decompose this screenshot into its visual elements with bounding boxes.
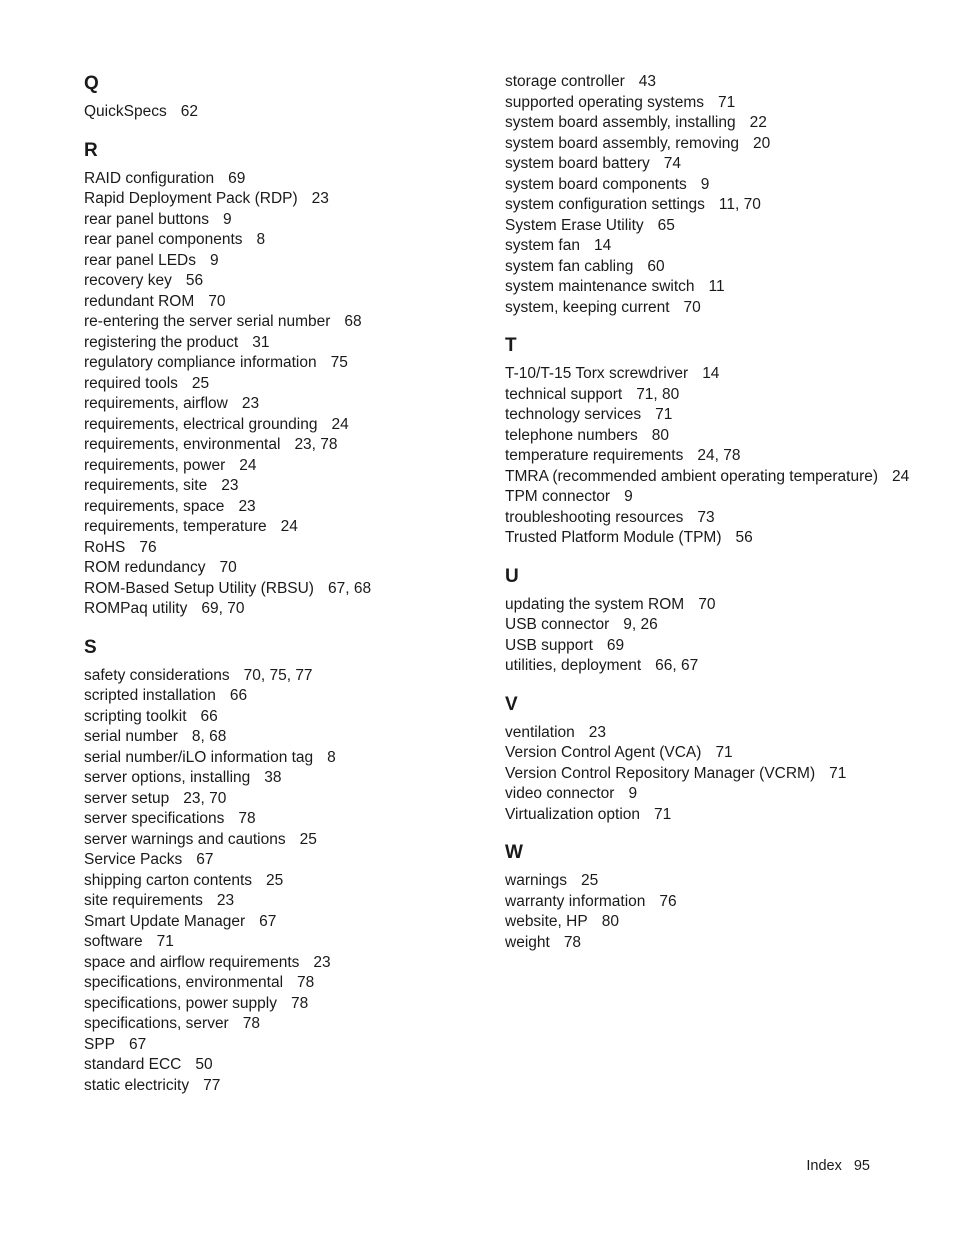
section-letter: W: [505, 842, 523, 863]
index-term: Smart Update Manager: [84, 912, 246, 930]
index-page-ref[interactable]: 24: [280, 518, 298, 535]
index-term: system fan cabling: [505, 257, 634, 275]
index-term: Version Control Agent (VCA): [505, 744, 702, 761]
index-entry: [84, 599, 484, 620]
index-page-ref[interactable]: 75: [330, 354, 348, 371]
index-term: Virtualization option: [505, 805, 640, 823]
index-page-ref[interactable]: 70: [683, 298, 701, 316]
index-term: TMRA (recommended ambient operating temperature): [505, 467, 879, 485]
index-page-ref[interactable]: 24, 78: [697, 447, 741, 464]
index-term: server setup: [84, 789, 170, 807]
index-entry: [84, 871, 484, 892]
index-page-ref[interactable]: 8, 68: [191, 728, 227, 745]
index-term: serial number/iLO information tag: [84, 748, 314, 766]
index-page-ref[interactable]: 70: [208, 292, 226, 310]
index-term: ROM redundancy: [84, 559, 206, 576]
index-page-ref[interactable]: 14: [593, 237, 612, 254]
index-term: video connector: [505, 785, 615, 802]
index-page-ref[interactable]: 43: [638, 73, 657, 90]
index-entry: [505, 595, 925, 616]
section-letter: V: [505, 693, 518, 715]
index-page-ref[interactable]: 67: [259, 912, 277, 930]
index-page-ref[interactable]: 8: [256, 231, 266, 248]
index-entry: [84, 953, 484, 974]
index-term: USB connector: [505, 616, 610, 633]
index-term: ROM-Based Setup Utility (RBSU): [84, 579, 314, 597]
index-page-ref[interactable]: 11: [708, 278, 725, 295]
index-term: QuickSpecs: [84, 103, 167, 120]
index-entry: [505, 892, 925, 913]
index-page-ref[interactable]: 70, 75, 77: [243, 666, 313, 684]
index-term: temperature requirements: [505, 447, 684, 464]
index-entry: [84, 707, 484, 728]
index-page-ref[interactable]: 80: [651, 426, 669, 444]
index-entry: [84, 415, 484, 436]
index-page-ref[interactable]: 71: [156, 933, 174, 950]
index-page-ref[interactable]: 70: [219, 559, 237, 576]
index-page-ref[interactable]: 67: [196, 851, 214, 868]
index-page-ref[interactable]: 70: [698, 595, 716, 613]
index-entry: [505, 615, 925, 636]
index-term: telephone numbers: [505, 426, 638, 444]
index-term: requirements, power: [84, 456, 226, 474]
index-term: requirements, airflow: [84, 395, 228, 412]
index-term: technology services: [505, 406, 642, 423]
index-entry: [505, 257, 925, 278]
index-term: server warnings and cautions: [84, 830, 286, 848]
index-entry: [84, 558, 484, 579]
index-term: shipping carton contents: [84, 871, 253, 889]
index-term: system board assembly, removing: [505, 134, 740, 152]
index-term: rear panel components: [84, 231, 243, 248]
index-entry: [505, 72, 925, 93]
index-page-ref[interactable]: 67: [129, 1035, 147, 1053]
index-term: system configuration settings: [505, 196, 705, 213]
index-entry: [84, 517, 484, 538]
index-term: requirements, space: [84, 497, 225, 515]
index-page-ref[interactable]: 62: [180, 103, 198, 120]
index-section: [505, 565, 925, 677]
index-entry: [84, 686, 484, 707]
index-entry: [505, 784, 925, 805]
index-entry: [84, 1076, 484, 1097]
index-term: specifications, server: [84, 1015, 229, 1032]
index-entry: [84, 476, 484, 497]
index-page-ref[interactable]: 76: [139, 538, 157, 556]
index-page-ref[interactable]: 25: [299, 830, 317, 848]
index-term: Rapid Deployment Pack (RDP): [84, 190, 298, 207]
index-entry: [84, 538, 484, 559]
index-page-ref[interactable]: 38: [264, 769, 282, 786]
index-term: specifications, power supply: [84, 994, 277, 1012]
index-entry: [84, 809, 484, 830]
index-term: website, HP: [505, 913, 588, 930]
index-term: site requirements: [84, 892, 203, 909]
index-page-ref[interactable]: 23: [238, 497, 256, 515]
index-page-ref[interactable]: 25: [581, 872, 599, 889]
index-page-ref[interactable]: 24: [331, 415, 349, 433]
index-term: Service Packs: [84, 851, 183, 868]
index-term: SPP: [84, 1035, 116, 1053]
index-entry: [84, 768, 484, 789]
index-page-ref[interactable]: 78: [238, 810, 256, 827]
index-entry: [84, 1014, 484, 1035]
index-term: troubleshooting resources: [505, 508, 684, 526]
index-section: [505, 693, 925, 826]
index-entry: [84, 497, 484, 518]
index-entry: [505, 743, 925, 764]
index-entry: [84, 579, 484, 600]
index-entry: [505, 134, 925, 155]
index-term: required tools: [84, 374, 178, 392]
index-page-ref[interactable]: 78: [291, 994, 309, 1012]
index-term: rear panel buttons: [84, 210, 209, 228]
index-term: re-entering the server serial number: [84, 313, 331, 330]
index-entry: [84, 748, 484, 769]
index-entry: [505, 487, 925, 508]
index-page-ref[interactable]: 24: [239, 456, 257, 474]
index-page-ref[interactable]: 9: [700, 175, 710, 193]
index-page-ref[interactable]: 31: [252, 333, 270, 351]
index-page-ref[interactable]: 65: [657, 216, 675, 234]
index-page-ref[interactable]: 23: [588, 723, 607, 741]
index-page-ref[interactable]: 23: [313, 953, 331, 971]
index-page-ref[interactable]: 23, 70: [183, 789, 227, 807]
index-entry: [84, 973, 484, 994]
index-term: Trusted Platform Module (TPM): [505, 529, 722, 546]
index-term: warranty information: [505, 892, 646, 910]
index-entry: [84, 251, 484, 272]
index-page-ref[interactable]: 50: [195, 1056, 213, 1073]
section-letter: Q: [84, 73, 99, 94]
index-term: specifications, environmental: [84, 974, 284, 991]
section-letter: R: [84, 139, 98, 161]
index-section: [84, 72, 484, 123]
index-entry: [84, 850, 484, 871]
index-entry: [505, 467, 925, 488]
section-letter: S: [84, 636, 97, 658]
index-term: RAID configuration: [84, 169, 215, 187]
index-term: system board assembly, installing: [505, 114, 736, 131]
index-page-ref[interactable]: 9: [628, 785, 638, 802]
index-term: system board components: [505, 175, 687, 193]
index-entry: [505, 385, 925, 406]
index-section: [505, 841, 925, 953]
index-page-ref[interactable]: 25: [191, 374, 210, 392]
index-page-ref[interactable]: 71: [654, 805, 672, 823]
index-term: serial number: [84, 728, 178, 745]
index-page-ref[interactable]: 25: [266, 871, 284, 889]
index-entry: [505, 113, 925, 134]
index-entry: [505, 933, 925, 954]
index-entry: [505, 236, 925, 257]
index-entry: [84, 932, 484, 953]
index-entry: [84, 435, 484, 456]
index-page-ref[interactable]: 71: [715, 744, 733, 761]
index-term: supported operating systems: [505, 93, 705, 111]
index-page-ref[interactable]: 23: [311, 190, 329, 207]
index-page-ref[interactable]: 23: [241, 395, 260, 412]
index-entry: [505, 508, 925, 529]
index-term: recovery key: [84, 272, 172, 289]
index-entry: [505, 723, 925, 744]
index-entry: [84, 789, 484, 810]
index-term: system board battery: [505, 155, 650, 172]
index-term: regulatory compliance information: [84, 354, 317, 371]
index-entry: [505, 405, 925, 426]
index-page-ref[interactable]: 9: [210, 251, 219, 269]
index-entry: [505, 764, 925, 785]
index-page-ref[interactable]: 71: [718, 93, 736, 111]
footer-label: Index: [806, 1158, 842, 1174]
index-entry: [505, 195, 925, 216]
index-page-ref[interactable]: 78: [563, 933, 582, 951]
index-term: requirements, electrical grounding: [84, 415, 318, 433]
index-term: system fan: [505, 237, 580, 254]
index-term: weight: [505, 933, 550, 951]
index-entry: [84, 727, 484, 748]
index-page-ref[interactable]: 78: [242, 1015, 260, 1032]
index-page-ref[interactable]: 24: [892, 467, 910, 485]
index-page-ref[interactable]: 74: [663, 155, 681, 172]
index-term: registering the product: [84, 333, 239, 351]
index-page-ref[interactable]: 8: [327, 748, 336, 766]
index-term: storage controller: [505, 73, 625, 90]
index-page-ref[interactable]: 69: [606, 636, 625, 654]
index-entry: [505, 528, 925, 549]
index-page-ref[interactable]: 80: [601, 913, 619, 930]
index-entry: [505, 656, 925, 677]
index-page-ref[interactable]: 73: [697, 508, 715, 526]
index-term: USB support: [505, 636, 593, 654]
index-term: ROMPaq utility: [84, 600, 188, 617]
index-entry: [84, 994, 484, 1015]
index-term: scripting toolkit: [84, 707, 187, 725]
index-entry: [505, 93, 925, 114]
index-entry: [505, 277, 925, 298]
index-term: requirements, site: [84, 477, 208, 494]
index-term: ventilation: [505, 723, 575, 741]
index-entry: [505, 805, 925, 826]
index-entry: [84, 312, 484, 333]
index-term: TPM connector: [505, 488, 611, 505]
index-page-ref[interactable]: 9, 26: [623, 616, 658, 633]
index-page-ref[interactable]: 71: [655, 406, 673, 423]
index-term: requirements, environmental: [84, 436, 281, 453]
index-entry: [84, 169, 484, 190]
index-entry: [84, 333, 484, 354]
index-entry: [505, 216, 925, 237]
index-page-ref[interactable]: 9: [624, 488, 633, 505]
index-term: server specifications: [84, 810, 225, 827]
index-entry: [84, 912, 484, 933]
index-entry: [84, 230, 484, 251]
index-section: [84, 636, 484, 1097]
index-entry: [505, 364, 925, 385]
index-entry: [505, 912, 925, 933]
index-page-ref[interactable]: 67, 68: [327, 579, 372, 597]
index-entry: [505, 446, 925, 467]
index-entry: [84, 394, 484, 415]
index-term: redundant ROM: [84, 292, 195, 310]
index-column-left: [84, 72, 484, 1112]
index-page-ref[interactable]: 22: [749, 114, 767, 131]
index-page-ref[interactable]: 56: [735, 529, 753, 546]
index-term: system, keeping current: [505, 298, 670, 316]
index-page-ref[interactable]: 78: [297, 974, 315, 991]
index-page-ref[interactable]: 23, 78: [294, 436, 338, 453]
index-term: T-10/T-15 Torx screwdriver: [505, 365, 689, 382]
index-term: utilities, deployment: [505, 657, 642, 674]
index-page-ref[interactable]: 14: [702, 365, 720, 382]
index-page-ref[interactable]: 68: [344, 313, 362, 330]
index-entry: [505, 871, 925, 892]
index-term: server options, installing: [84, 769, 251, 786]
index-term: System Erase Utility: [505, 216, 644, 234]
index-term: rear panel LEDs: [84, 251, 197, 269]
index-term: warnings: [505, 872, 568, 889]
index-page-ref[interactable]: 23: [221, 477, 239, 494]
index-term: safety considerations: [84, 666, 230, 684]
index-page-ref[interactable]: 11, 70: [718, 196, 761, 213]
index-term: Version Control Repository Manager (VCRM): [505, 764, 816, 782]
index-term: updating the system ROM: [505, 595, 685, 613]
index-term: scripted installation: [84, 687, 216, 704]
index-entry: [84, 102, 484, 123]
index-page-ref[interactable]: 9: [222, 210, 232, 228]
index-page-ref[interactable]: 23: [216, 892, 235, 909]
index-term: space and airflow requirements: [84, 953, 300, 971]
index-page-ref[interactable]: 69, 70: [201, 600, 245, 617]
index-entry: [84, 666, 484, 687]
index-page-ref[interactable]: 66: [200, 707, 218, 725]
index-entry: [84, 189, 484, 210]
index-entry: [84, 271, 484, 292]
index-term: requirements, temperature: [84, 518, 267, 535]
index-term: technical support: [505, 385, 623, 403]
index-entry: [505, 426, 925, 447]
index-page-ref[interactable]: 66: [229, 687, 248, 704]
section-letter: T: [505, 335, 517, 356]
index-entry: [505, 298, 925, 319]
index-term: static electricity: [84, 1076, 190, 1094]
index-entry: [505, 175, 925, 196]
index-entry: [84, 374, 484, 395]
index-page-ref[interactable]: 66, 67: [655, 657, 699, 674]
index-section: [505, 72, 925, 318]
index-entry: [84, 1055, 484, 1076]
index-entry: [84, 210, 484, 231]
index-entry: [84, 1035, 484, 1056]
index-term: standard ECC: [84, 1056, 182, 1073]
index-entry: [505, 636, 925, 657]
index-entry: [84, 891, 484, 912]
index-entry: [84, 353, 484, 374]
index-page-ref[interactable]: 76: [659, 892, 677, 910]
index-term: software: [84, 933, 143, 950]
index-page-ref[interactable]: 69: [228, 169, 246, 187]
page-footer: [806, 1158, 870, 1174]
index-page-ref[interactable]: 77: [203, 1076, 221, 1094]
index-column-right: [505, 72, 925, 969]
index-entry: [505, 154, 925, 175]
index-page-ref[interactable]: 60: [647, 257, 665, 275]
footer-page-number: 95: [853, 1158, 870, 1174]
index-page-ref[interactable]: 20: [753, 134, 771, 152]
index-page-ref[interactable]: 56: [185, 272, 204, 289]
index-section: [84, 139, 484, 620]
index-section: [505, 334, 925, 549]
index-term: system maintenance switch: [505, 278, 695, 295]
index-page-ref[interactable]: 71, 80: [636, 385, 680, 403]
index-entry: [84, 830, 484, 851]
section-letter: U: [505, 565, 519, 587]
index-page-ref[interactable]: 71: [829, 764, 847, 782]
index-term: RoHS: [84, 538, 126, 556]
index-entry: [84, 456, 484, 477]
index-entry: [84, 292, 484, 313]
